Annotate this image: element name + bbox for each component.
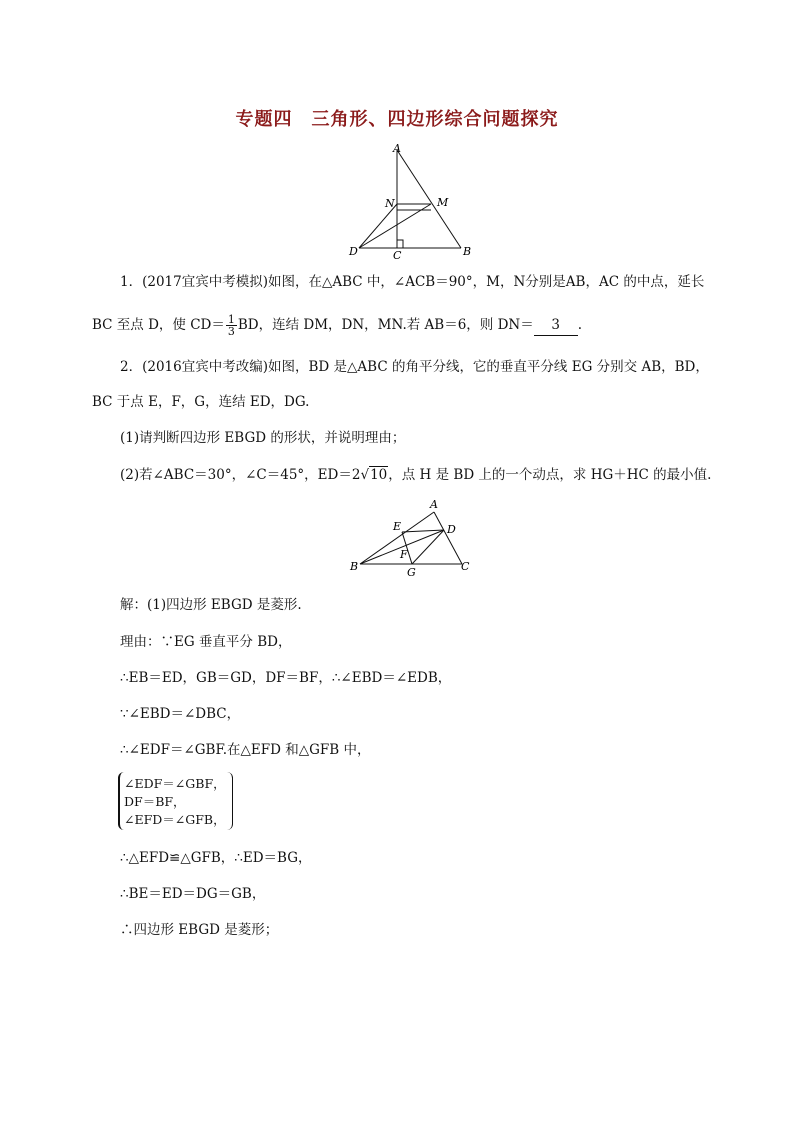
label-c: C: [393, 249, 402, 260]
label-g: G: [407, 566, 416, 579]
q2-part1: (1)请判断四边形 EBGD 的形状，并说明理由；: [120, 430, 406, 446]
label-n: N: [385, 197, 395, 210]
solution-line5: ∴∠EDF＝∠GBF.在△EFD 和△GFB 中，: [120, 742, 371, 758]
frac-den: 3: [227, 325, 235, 338]
q1-line2-prefix: BC 至点 D，使 CD＝: [92, 317, 225, 333]
label-f: F: [400, 548, 408, 561]
system-row2: DF＝BF，: [124, 794, 186, 809]
q2-part2-end: ，点 H 是 BD 上的一个动点，求 HG＋HC 的最小值.: [388, 467, 712, 483]
label-d: D: [447, 523, 456, 536]
sqrt-icon: √: [360, 467, 370, 483]
label-a: A: [430, 498, 438, 511]
solution-line2: 理由：∵EG 垂直平分 BD，: [120, 634, 292, 650]
sqrt-value: 10: [370, 467, 388, 483]
label-c: C: [461, 560, 470, 573]
segment-ab: [397, 150, 461, 248]
page-title: 专题四 三角形、四边形综合问题探究: [235, 109, 559, 130]
label-m: M: [437, 196, 449, 209]
solution-line7: ∴BE＝ED＝DG＝GB，: [120, 886, 266, 902]
system-row3: ∠EFD＝∠GFB，: [124, 812, 226, 827]
q1-line2-mid: BD，连结 DM，DN，MN.若 AB＝6，则 DN＝: [237, 317, 534, 333]
fraction-one-third: [226, 314, 237, 337]
solution-line3: ∴EB＝ED，GB＝GD，DF＝BF，∴∠EBD＝∠EDB，: [120, 670, 452, 686]
solution-line1: 解：(1)四边形 EBGD 是菱形.: [120, 597, 302, 613]
q2-line1: 2．(2016宜宾中考改编)如图，BD 是△ABC 的角平分线，它的垂直平分线 EG 分别交 AB，BD，: [120, 359, 709, 375]
solution-line4: ∵∠EBD＝∠DBC，: [120, 706, 241, 722]
figure1-triangle-diagram: [345, 140, 475, 260]
q2-part2-prefix: (2)若∠ABC＝30°，∠C＝45°，ED＝2: [120, 467, 361, 483]
label-d: D: [349, 245, 358, 258]
solution-line8: ∴四边形 EBGD 是菱形；: [120, 922, 279, 938]
segment-dg: [412, 530, 444, 564]
segment-dm: [359, 204, 431, 248]
answer-blank: 3: [534, 315, 578, 336]
label-b: B: [350, 560, 359, 573]
q2-part2: [120, 465, 711, 485]
right-angle-mark: [397, 240, 403, 248]
segment-ac: [434, 512, 462, 564]
solution-line6: ∴△EFD≌△GFB，∴ED＝BG，: [120, 850, 312, 866]
label-a: A: [393, 142, 401, 155]
q2-line2: BC 于点 E，F，G，连结 ED，DG.: [92, 394, 310, 410]
system-row1: ∠EDF＝∠GBF，: [124, 776, 226, 791]
q1-line1: 1．(2017宜宾中考模拟)如图，在△ABC 中，∠ACB＝90°，M，N分别是AB，AC 的中点，延长: [120, 274, 705, 290]
q1-line2: [92, 314, 582, 337]
q1-line2-end: .: [577, 317, 583, 333]
figure2-rhombus-diagram: [348, 496, 478, 580]
segment-dn: [359, 204, 397, 248]
frac-num: 1: [227, 313, 235, 326]
label-b: B: [463, 245, 472, 258]
label-e: E: [393, 520, 402, 533]
